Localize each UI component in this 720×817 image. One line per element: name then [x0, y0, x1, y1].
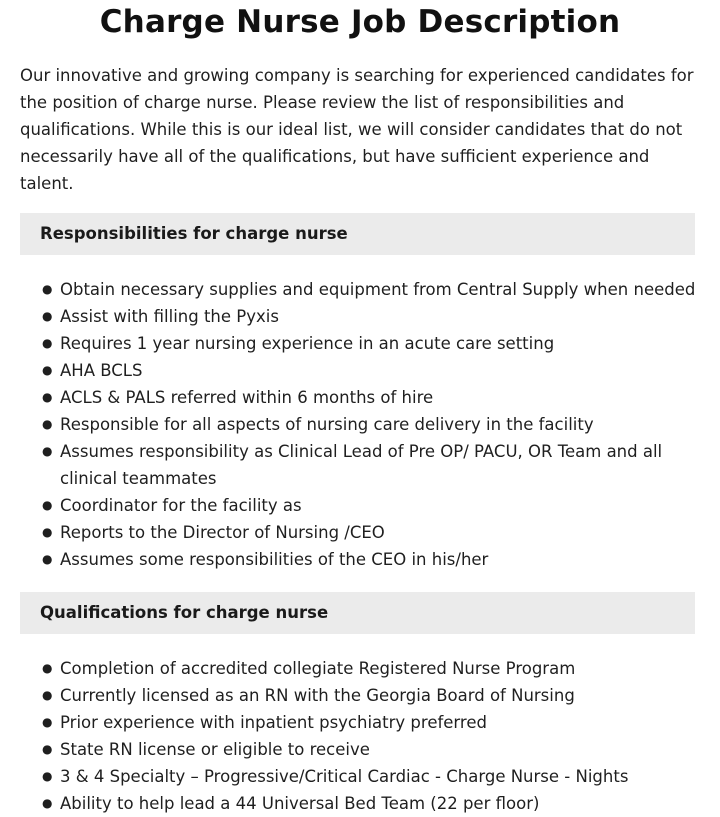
bullet-icon: ● — [42, 552, 53, 566]
list-item: ● Ability to help lead a 44 Universal Bed Team (22 per floor) — [60, 790, 700, 817]
bullet-icon: ● — [42, 390, 53, 404]
list-item: ● AHA BCLS — [60, 357, 700, 384]
bullet-icon: ● — [42, 417, 53, 431]
bullet-icon: ● — [42, 525, 53, 539]
list-item: ● Coordinator for the facility as — [60, 492, 700, 519]
bullet-icon: ● — [42, 661, 53, 675]
bullet-icon: ● — [42, 363, 53, 377]
list-item: ● 3 & 4 Specialty – Progressive/Critical Cardiac - Charge Nurse - Nights — [60, 763, 700, 790]
list-item: ● Completion of accredited collegiate Registered Nurse Program — [60, 655, 700, 682]
bullet-icon: ● — [42, 444, 53, 458]
bullet-icon: ● — [42, 796, 53, 810]
list-item: ● Reports to the Director of Nursing /CEO — [60, 519, 700, 546]
bullet-icon: ● — [42, 309, 53, 323]
bullet-icon: ● — [42, 498, 53, 512]
list-item: ● ACLS & PALS referred within 6 months of hire — [60, 384, 700, 411]
qualifications-list — [20, 655, 700, 817]
responsibilities-heading: Responsibilities for charge nurse — [20, 213, 695, 255]
intro-paragraph: Our innovative and growing company is searching for experienced candidates for the position of charge nurse. Please review the list of responsibilities and qualifications. While this is our ideal list, we will consider candidates that do not necessarily have all of the qualifications, but have sufficient experience and talent. — [20, 66, 694, 193]
bullet-icon: ● — [42, 336, 53, 350]
list-item: ● Requires 1 year nursing experience in an acute care setting — [60, 330, 700, 357]
list-item: ● Responsible for all aspects of nursing care delivery in the facility — [60, 411, 700, 438]
bullet-icon: ● — [42, 688, 53, 702]
responsibilities-list — [20, 276, 700, 573]
bullet-icon: ● — [42, 769, 53, 783]
list-item: ● Currently licensed as an RN with the Georgia Board of Nursing — [60, 682, 700, 709]
list-item: ● Prior experience with inpatient psychiatry preferred — [60, 709, 700, 736]
bullet-icon: ● — [42, 715, 53, 729]
bullet-icon: ● — [42, 742, 53, 756]
page-title: Charge Nurse Job Description — [99, 4, 621, 40]
list-item: ● Assist with filling the Pyxis — [60, 303, 700, 330]
list-item: ● State RN license or eligible to receive — [60, 736, 700, 763]
list-item: ● Obtain necessary supplies and equipment from Central Supply when needed — [60, 276, 700, 303]
list-item: ● Assumes responsibility as Clinical Lead of Pre OP/ PACU, OR Team and all clinical teammates — [60, 438, 700, 492]
bullet-icon: ● — [42, 282, 53, 296]
qualifications-heading: Qualifications for charge nurse — [20, 592, 695, 634]
list-item: ● Assumes some responsibilities of the CEO in his/her — [60, 546, 700, 573]
